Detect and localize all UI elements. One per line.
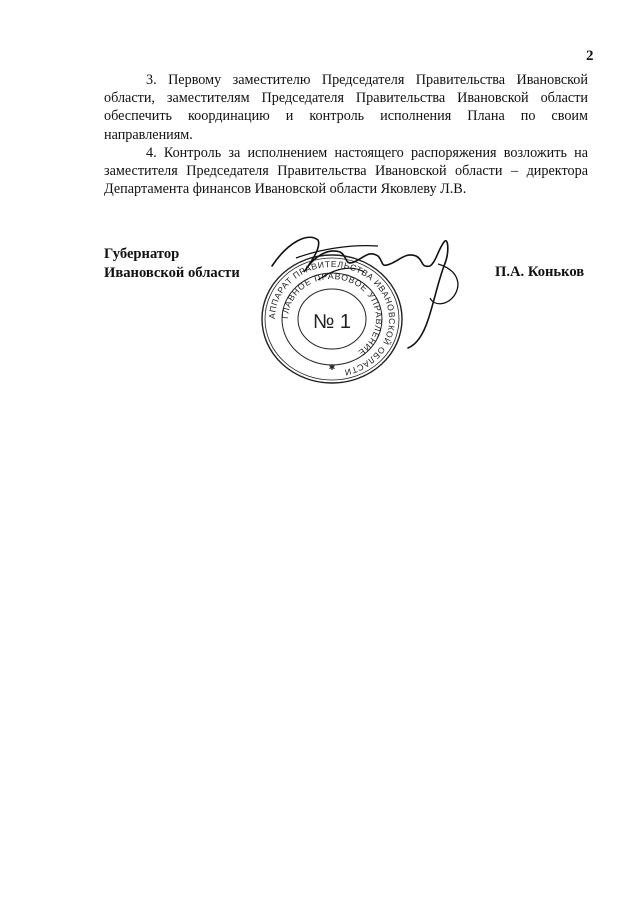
signatory-title bbox=[104, 245, 240, 283]
handwritten-signature bbox=[258, 222, 468, 352]
paragraph-3: 3. Первому заместителю Председателя Правительства Ивановской области, заместителям Председателя Правительства Ивановской области обеспечить координацию и контроль исполнения Плана по своим направлениям. bbox=[104, 72, 588, 143]
stamp-number: № 1 bbox=[312, 311, 352, 333]
signatory-title-line2: Ивановской области bbox=[104, 265, 240, 281]
stamp-star-icon: ✱ bbox=[328, 363, 336, 372]
stamp-outer-text: АППАРАТ ПРАВИТЕЛЬСТВА ИВАНОВСКОЙ ОБЛАСТИ bbox=[266, 258, 398, 378]
signatory-title-line1: Губернатор bbox=[104, 246, 180, 262]
page-number: 2 bbox=[586, 48, 594, 64]
paragraph-4: 4. Контроль за исполнением настоящего распоряжения возложить на заместителя Председателя Правительства Ивановской области – директора Департамента финансов Ивановской области Яковлеву Л.В. bbox=[104, 144, 588, 198]
document-body bbox=[104, 71, 588, 198]
stamp-inner-text: ГЛАВНОЕ ПРАВОВОЕ УПРАВЛЕНИЕ bbox=[279, 270, 385, 359]
signatory-name: П.А. Коньков bbox=[495, 264, 585, 280]
